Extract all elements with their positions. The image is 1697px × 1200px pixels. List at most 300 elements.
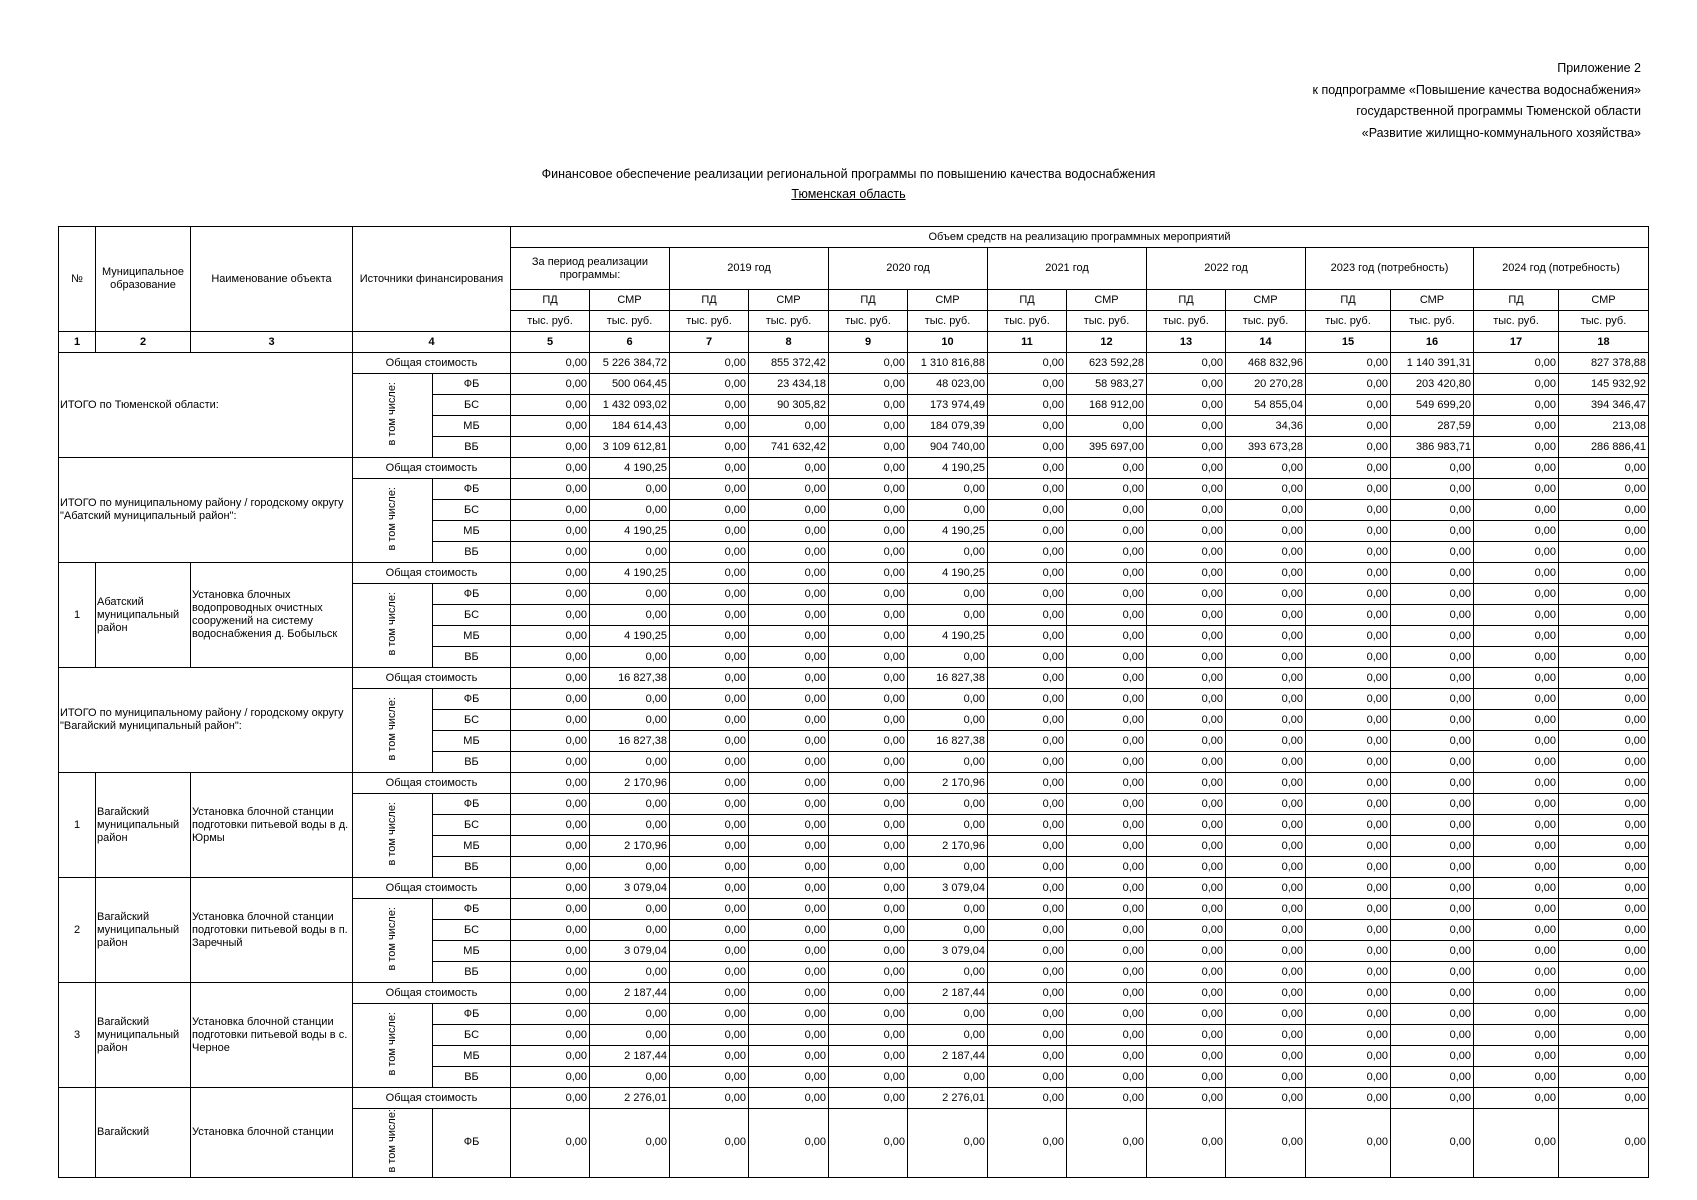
- pd-header: ПД: [1147, 290, 1226, 311]
- value-cell: 0,00: [670, 437, 749, 458]
- value-cell: 0,00: [1474, 983, 1559, 1004]
- value-cell: 0,00: [590, 1004, 670, 1025]
- value-cell: 0,00: [1067, 1109, 1147, 1178]
- value-cell: 0,00: [749, 584, 829, 605]
- value-cell: 0,00: [1306, 479, 1391, 500]
- value-cell: 0,00: [1147, 1067, 1226, 1088]
- column-number: 5: [511, 332, 590, 353]
- value-cell: 0,00: [1226, 773, 1306, 794]
- source-label: БС: [433, 500, 511, 521]
- value-cell: 0,00: [1306, 626, 1391, 647]
- value-cell: 0,00: [1067, 647, 1147, 668]
- incl-label: в том числе:: [386, 801, 398, 866]
- value-cell: 0,00: [590, 920, 670, 941]
- value-cell: 0,00: [1147, 353, 1226, 374]
- value-cell: 0,00: [988, 815, 1067, 836]
- source-label: ФБ: [433, 794, 511, 815]
- value-cell: 0,00: [511, 374, 590, 395]
- value-cell: 0,00: [511, 710, 590, 731]
- value-cell: 0,00: [670, 1067, 749, 1088]
- value-cell: 0,00: [988, 899, 1067, 920]
- value-cell: 0,00: [988, 920, 1067, 941]
- unit-header: тыс. руб.: [1559, 311, 1649, 332]
- header-object: Наименование объекта: [191, 227, 353, 332]
- value-cell: 0,00: [1306, 458, 1391, 479]
- value-cell: 0,00: [1226, 689, 1306, 710]
- value-cell: 2 170,96: [908, 773, 988, 794]
- value-cell: 0,00: [749, 857, 829, 878]
- value-cell: 0,00: [1226, 983, 1306, 1004]
- value-cell: 184 614,43: [590, 416, 670, 437]
- value-cell: 0,00: [1147, 500, 1226, 521]
- appendix-header: [1313, 58, 1642, 144]
- value-cell: 0,00: [1391, 1067, 1474, 1088]
- value-cell: 34,36: [1226, 416, 1306, 437]
- value-cell: 0,00: [988, 416, 1067, 437]
- value-cell: 0,00: [908, 500, 988, 521]
- value-cell: 0,00: [1559, 521, 1649, 542]
- object-municipality: Вагайский муниципальный район: [96, 878, 191, 983]
- value-cell: 0,00: [1226, 563, 1306, 584]
- value-cell: 0,00: [1474, 542, 1559, 563]
- value-cell: 0,00: [1147, 458, 1226, 479]
- value-cell: 0,00: [749, 1025, 829, 1046]
- value-cell: 0,00: [1391, 542, 1474, 563]
- value-cell: 0,00: [1226, 500, 1306, 521]
- value-cell: 48 023,00: [908, 374, 988, 395]
- value-cell: 0,00: [829, 857, 908, 878]
- value-cell: 0,00: [1306, 1109, 1391, 1178]
- period-header: 2021 год: [988, 248, 1147, 290]
- value-cell: 0,00: [988, 1109, 1067, 1178]
- value-cell: 0,00: [1226, 542, 1306, 563]
- incl-cell: [353, 584, 433, 668]
- value-cell: 0,00: [590, 1025, 670, 1046]
- value-cell: 0,00: [1391, 521, 1474, 542]
- value-cell: 0,00: [1147, 437, 1226, 458]
- value-cell: 0,00: [1306, 500, 1391, 521]
- unit-header: тыс. руб.: [908, 311, 988, 332]
- value-cell: 287,59: [1391, 416, 1474, 437]
- value-cell: 16 827,38: [908, 668, 988, 689]
- value-cell: 0,00: [511, 689, 590, 710]
- incl-label: в том числе:: [386, 381, 398, 446]
- value-cell: 0,00: [1226, 584, 1306, 605]
- table-row: [59, 1088, 1649, 1109]
- value-cell: 20 270,28: [1226, 374, 1306, 395]
- value-cell: 0,00: [590, 899, 670, 920]
- value-cell: 0,00: [511, 752, 590, 773]
- value-cell: 0,00: [1559, 668, 1649, 689]
- value-cell: 0,00: [1391, 731, 1474, 752]
- value-cell: 0,00: [1147, 1088, 1226, 1109]
- unit-header: тыс. руб.: [1474, 311, 1559, 332]
- value-cell: 0,00: [1391, 626, 1474, 647]
- value-cell: 0,00: [988, 626, 1067, 647]
- value-cell: 0,00: [1147, 626, 1226, 647]
- object-object: Установка блочных водопроводных очистных сооружений на систему водоснабжения д. Бобыльск: [191, 563, 353, 668]
- value-cell: 0,00: [1147, 962, 1226, 983]
- value-cell: 0,00: [988, 458, 1067, 479]
- value-cell: 0,00: [511, 563, 590, 584]
- value-cell: 0,00: [590, 794, 670, 815]
- value-cell: 0,00: [511, 983, 590, 1004]
- value-cell: 0,00: [1306, 521, 1391, 542]
- value-cell: 0,00: [1226, 647, 1306, 668]
- value-cell: 0,00: [749, 563, 829, 584]
- value-cell: 0,00: [829, 542, 908, 563]
- value-cell: 2 170,96: [908, 836, 988, 857]
- group-total-label: ИТОГО по муниципальному району / городскому округу "Вагайский муниципальный район":: [59, 668, 353, 773]
- value-cell: 0,00: [1474, 920, 1559, 941]
- value-cell: 0,00: [1559, 479, 1649, 500]
- header-sources: Источники финансирования: [353, 227, 511, 332]
- value-cell: 0,00: [1474, 605, 1559, 626]
- source-label: МБ: [433, 521, 511, 542]
- value-cell: 0,00: [829, 773, 908, 794]
- value-cell: 3 109 612,81: [590, 437, 670, 458]
- value-cell: 0,00: [670, 521, 749, 542]
- value-cell: 145 932,92: [1559, 374, 1649, 395]
- value-cell: 2 187,44: [590, 1046, 670, 1067]
- value-cell: 0,00: [590, 857, 670, 878]
- value-cell: 0,00: [1391, 773, 1474, 794]
- value-cell: 0,00: [908, 815, 988, 836]
- source-label: БС: [433, 815, 511, 836]
- value-cell: 0,00: [1391, 983, 1474, 1004]
- value-cell: 0,00: [670, 458, 749, 479]
- value-cell: 0,00: [1067, 815, 1147, 836]
- value-cell: 0,00: [1067, 1046, 1147, 1067]
- value-cell: 0,00: [1067, 983, 1147, 1004]
- column-number: 16: [1391, 332, 1474, 353]
- object-municipality: Вагайский: [96, 1088, 191, 1178]
- table-row: [59, 668, 1649, 689]
- value-cell: 4 190,25: [908, 626, 988, 647]
- value-cell: 0,00: [749, 962, 829, 983]
- value-cell: 0,00: [1226, 815, 1306, 836]
- appendix-line: Приложение 2: [1557, 61, 1641, 75]
- value-cell: 0,00: [1067, 920, 1147, 941]
- value-cell: 0,00: [1067, 689, 1147, 710]
- value-cell: 0,00: [749, 647, 829, 668]
- value-cell: 0,00: [1559, 584, 1649, 605]
- smr-header: СМР: [1391, 290, 1474, 311]
- value-cell: 0,00: [1226, 752, 1306, 773]
- value-cell: 0,00: [988, 773, 1067, 794]
- value-cell: 0,00: [1391, 605, 1474, 626]
- value-cell: 0,00: [829, 752, 908, 773]
- table-row: [59, 983, 1649, 1004]
- value-cell: 0,00: [1559, 941, 1649, 962]
- value-cell: 0,00: [1559, 962, 1649, 983]
- value-cell: 0,00: [749, 983, 829, 1004]
- value-cell: 549 699,20: [1391, 395, 1474, 416]
- value-cell: 0,00: [829, 962, 908, 983]
- value-cell: 0,00: [988, 647, 1067, 668]
- value-cell: 0,00: [1559, 1109, 1649, 1178]
- value-cell: 0,00: [511, 647, 590, 668]
- value-cell: 54 855,04: [1226, 395, 1306, 416]
- value-cell: 0,00: [511, 353, 590, 374]
- value-cell: 0,00: [749, 710, 829, 731]
- incl-label: в том числе:: [386, 696, 398, 761]
- document-title: [0, 164, 1697, 204]
- value-cell: 0,00: [1559, 794, 1649, 815]
- value-cell: 2 170,96: [590, 773, 670, 794]
- source-label: ФБ: [433, 584, 511, 605]
- value-cell: 0,00: [829, 647, 908, 668]
- value-cell: 4 190,25: [590, 521, 670, 542]
- value-cell: 0,00: [1306, 563, 1391, 584]
- value-cell: 0,00: [1067, 500, 1147, 521]
- object-municipality: Вагайский муниципальный район: [96, 773, 191, 878]
- column-number: 3: [191, 332, 353, 353]
- value-cell: 0,00: [829, 920, 908, 941]
- value-cell: 0,00: [1391, 941, 1474, 962]
- value-cell: 0,00: [1147, 878, 1226, 899]
- value-cell: 0,00: [749, 500, 829, 521]
- value-cell: 0,00: [1147, 605, 1226, 626]
- value-cell: 0,00: [511, 941, 590, 962]
- source-label: ВБ: [433, 1067, 511, 1088]
- value-cell: 904 740,00: [908, 437, 988, 458]
- unit-header: тыс. руб.: [511, 311, 590, 332]
- value-cell: 0,00: [1147, 731, 1226, 752]
- value-cell: 0,00: [1147, 836, 1226, 857]
- value-cell: 0,00: [1226, 521, 1306, 542]
- column-number: 8: [749, 332, 829, 353]
- value-cell: 0,00: [988, 710, 1067, 731]
- value-cell: 0,00: [988, 752, 1067, 773]
- value-cell: 0,00: [670, 626, 749, 647]
- value-cell: 0,00: [1226, 1025, 1306, 1046]
- value-cell: 0,00: [1067, 521, 1147, 542]
- value-cell: 90 305,82: [749, 395, 829, 416]
- value-cell: 0,00: [1226, 668, 1306, 689]
- period-header: За период реализации программы:: [511, 248, 670, 290]
- column-number: 6: [590, 332, 670, 353]
- value-cell: 0,00: [1147, 374, 1226, 395]
- value-cell: 0,00: [829, 794, 908, 815]
- value-cell: 0,00: [829, 521, 908, 542]
- source-label: БС: [433, 605, 511, 626]
- value-cell: 0,00: [1306, 584, 1391, 605]
- value-cell: 0,00: [1306, 878, 1391, 899]
- financing-table: [58, 226, 1649, 1178]
- value-cell: 0,00: [670, 962, 749, 983]
- value-cell: 0,00: [829, 941, 908, 962]
- value-cell: 0,00: [1559, 815, 1649, 836]
- pd-header: ПД: [1306, 290, 1391, 311]
- value-cell: 0,00: [749, 752, 829, 773]
- value-cell: 0,00: [1226, 731, 1306, 752]
- value-cell: 0,00: [1474, 437, 1559, 458]
- value-cell: 0,00: [1147, 521, 1226, 542]
- incl-label: в том числе:: [386, 906, 398, 971]
- value-cell: 0,00: [1226, 920, 1306, 941]
- value-cell: 0,00: [1391, 500, 1474, 521]
- value-cell: 0,00: [1306, 773, 1391, 794]
- value-cell: 0,00: [749, 773, 829, 794]
- value-cell: 0,00: [1391, 899, 1474, 920]
- value-cell: 0,00: [749, 668, 829, 689]
- column-number: 2: [96, 332, 191, 353]
- value-cell: 827 378,88: [1559, 353, 1649, 374]
- value-cell: 0,00: [1306, 920, 1391, 941]
- value-cell: 0,00: [511, 962, 590, 983]
- value-cell: 0,00: [511, 626, 590, 647]
- value-cell: 0,00: [829, 668, 908, 689]
- source-label: МБ: [433, 1046, 511, 1067]
- value-cell: 0,00: [1306, 731, 1391, 752]
- value-cell: 0,00: [1474, 857, 1559, 878]
- value-cell: 0,00: [511, 920, 590, 941]
- value-cell: 0,00: [829, 731, 908, 752]
- value-cell: 0,00: [749, 836, 829, 857]
- value-cell: 0,00: [670, 1046, 749, 1067]
- incl-cell: [353, 374, 433, 458]
- value-cell: 0,00: [749, 899, 829, 920]
- value-cell: 0,00: [670, 374, 749, 395]
- value-cell: 0,00: [908, 1004, 988, 1025]
- value-cell: 0,00: [908, 1025, 988, 1046]
- value-cell: 0,00: [511, 794, 590, 815]
- value-cell: 0,00: [1306, 941, 1391, 962]
- value-cell: 0,00: [1067, 752, 1147, 773]
- value-cell: 16 827,38: [590, 731, 670, 752]
- value-cell: 623 592,28: [1067, 353, 1147, 374]
- value-cell: 0,00: [670, 542, 749, 563]
- value-cell: 4 190,25: [590, 626, 670, 647]
- value-cell: 0,00: [511, 1088, 590, 1109]
- value-cell: 0,00: [1067, 899, 1147, 920]
- value-cell: 0,00: [1226, 605, 1306, 626]
- value-cell: 0,00: [988, 563, 1067, 584]
- value-cell: 0,00: [988, 1067, 1067, 1088]
- total-cost-label: Общая стоимость: [353, 1088, 511, 1109]
- period-header: 2019 год: [670, 248, 829, 290]
- value-cell: 0,00: [511, 815, 590, 836]
- value-cell: 0,00: [988, 857, 1067, 878]
- value-cell: 0,00: [988, 437, 1067, 458]
- column-number: 9: [829, 332, 908, 353]
- value-cell: 58 983,27: [1067, 374, 1147, 395]
- period-header: 2020 год: [829, 248, 988, 290]
- smr-header: СМР: [749, 290, 829, 311]
- value-cell: 0,00: [1067, 479, 1147, 500]
- value-cell: 0,00: [670, 878, 749, 899]
- value-cell: 0,00: [749, 521, 829, 542]
- value-cell: 3 079,04: [908, 878, 988, 899]
- header-no: №: [59, 227, 96, 332]
- value-cell: 0,00: [1559, 689, 1649, 710]
- value-cell: 0,00: [1391, 710, 1474, 731]
- value-cell: 0,00: [670, 647, 749, 668]
- value-cell: 0,00: [1559, 1004, 1649, 1025]
- value-cell: 0,00: [749, 1004, 829, 1025]
- group-total-label: ИТОГО по Тюменской области:: [59, 353, 353, 458]
- value-cell: 0,00: [1474, 374, 1559, 395]
- source-label: МБ: [433, 626, 511, 647]
- value-cell: 0,00: [749, 542, 829, 563]
- value-cell: 0,00: [1391, 584, 1474, 605]
- value-cell: 0,00: [1306, 689, 1391, 710]
- source-label: ВБ: [433, 752, 511, 773]
- value-cell: 0,00: [1559, 1046, 1649, 1067]
- table-row: [59, 458, 1649, 479]
- value-cell: 0,00: [988, 521, 1067, 542]
- source-label: МБ: [433, 941, 511, 962]
- total-cost-label: Общая стоимость: [353, 563, 511, 584]
- value-cell: 0,00: [749, 815, 829, 836]
- value-cell: 0,00: [829, 1046, 908, 1067]
- value-cell: 0,00: [670, 500, 749, 521]
- total-cost-label: Общая стоимость: [353, 878, 511, 899]
- value-cell: 0,00: [1559, 1025, 1649, 1046]
- value-cell: 393 673,28: [1226, 437, 1306, 458]
- value-cell: 0,00: [1559, 1067, 1649, 1088]
- incl-label: в том числе:: [386, 1011, 398, 1076]
- source-label: БС: [433, 920, 511, 941]
- value-cell: 0,00: [1391, 1088, 1474, 1109]
- value-cell: 0,00: [511, 731, 590, 752]
- source-label: БС: [433, 1025, 511, 1046]
- value-cell: 0,00: [908, 479, 988, 500]
- value-cell: 0,00: [829, 899, 908, 920]
- value-cell: 0,00: [670, 773, 749, 794]
- value-cell: 0,00: [1067, 1025, 1147, 1046]
- value-cell: 0,00: [1306, 605, 1391, 626]
- source-label: МБ: [433, 836, 511, 857]
- total-cost-label: Общая стоимость: [353, 773, 511, 794]
- smr-header: СМР: [1559, 290, 1649, 311]
- object-no: 2: [59, 878, 96, 983]
- value-cell: 0,00: [670, 1025, 749, 1046]
- value-cell: 468 832,96: [1226, 353, 1306, 374]
- incl-cell: [353, 794, 433, 878]
- value-cell: 0,00: [988, 689, 1067, 710]
- object-no: 1: [59, 773, 96, 878]
- value-cell: 0,00: [670, 731, 749, 752]
- value-cell: 0,00: [1474, 1067, 1559, 1088]
- value-cell: 0,00: [511, 1046, 590, 1067]
- incl-cell: [353, 689, 433, 773]
- unit-header: тыс. руб.: [1226, 311, 1306, 332]
- value-cell: 0,00: [511, 857, 590, 878]
- unit-header: тыс. руб.: [670, 311, 749, 332]
- header-municipality: Муниципальное образование: [96, 227, 191, 332]
- total-cost-label: Общая стоимость: [353, 353, 511, 374]
- source-label: ФБ: [433, 479, 511, 500]
- value-cell: 0,00: [1559, 710, 1649, 731]
- value-cell: 741 632,42: [749, 437, 829, 458]
- value-cell: 0,00: [511, 668, 590, 689]
- smr-header: СМР: [1226, 290, 1306, 311]
- smr-header: СМР: [1067, 290, 1147, 311]
- value-cell: 0,00: [829, 563, 908, 584]
- value-cell: 0,00: [1147, 416, 1226, 437]
- total-cost-label: Общая стоимость: [353, 983, 511, 1004]
- value-cell: 0,00: [829, 605, 908, 626]
- unit-header: тыс. руб.: [749, 311, 829, 332]
- value-cell: 0,00: [1147, 668, 1226, 689]
- value-cell: 0,00: [1306, 983, 1391, 1004]
- value-cell: 0,00: [1306, 437, 1391, 458]
- value-cell: 0,00: [590, 479, 670, 500]
- value-cell: 0,00: [1067, 878, 1147, 899]
- value-cell: 0,00: [590, 605, 670, 626]
